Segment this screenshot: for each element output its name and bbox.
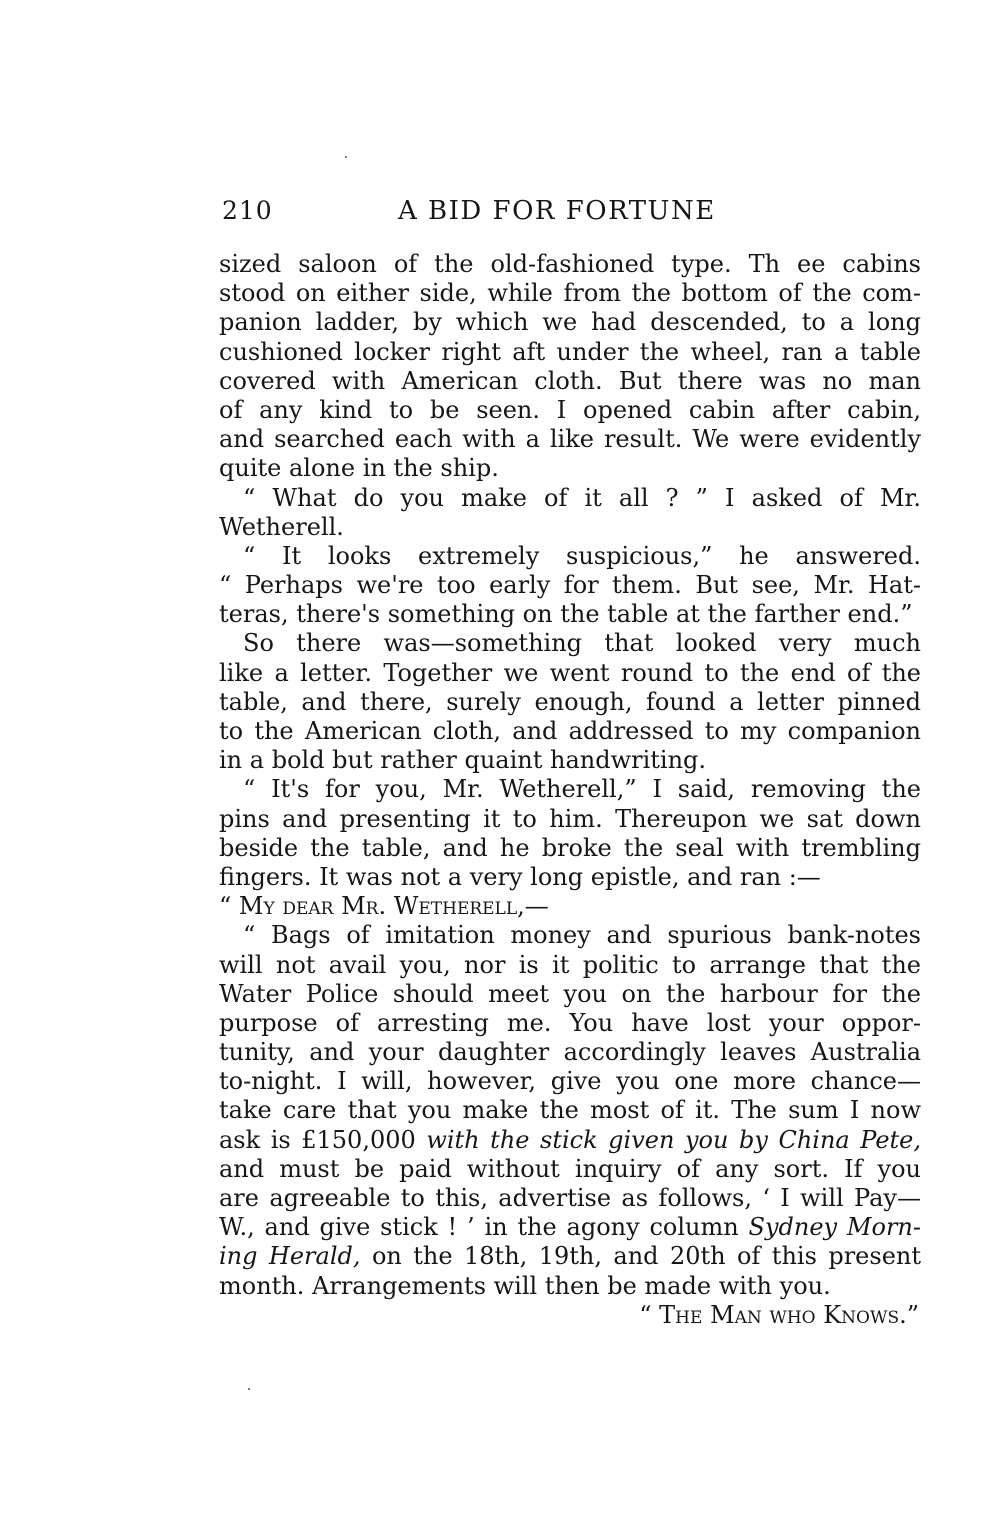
- text-line: stood on either side, while from the bottom of the com-: [219, 279, 921, 308]
- text-line: table, and there, surely enough, found a letter pinned: [219, 687, 921, 716]
- letter-line: and must be paid without inquiry of any sort. If you: [219, 1154, 921, 1183]
- text-line: and searched each with a like result. We were evidently: [219, 425, 921, 454]
- text-line: covered with American cloth. But there was no man: [219, 366, 921, 395]
- letter-line: purpose of arresting me. You have lost your oppor-: [219, 1008, 921, 1037]
- text-line: fingers. It was not a very long epistle, and ran :—: [219, 862, 821, 891]
- text-line: like a letter. Together we went round to the end of the: [219, 658, 921, 687]
- text-line: So there was—something that looked very much: [243, 629, 921, 658]
- page-number: 210: [222, 196, 273, 225]
- letter-line: take care that you make the most of it. The sum I now: [219, 1096, 921, 1125]
- letter-signature: “ The Man who Knows.”: [639, 1300, 919, 1329]
- text-line: beside the table, and he broke the seal with trembling: [219, 833, 921, 862]
- text-line: “ Perhaps we're too early for them. But see, Mr. Hat-: [219, 571, 921, 600]
- text-line: to the American cloth, and addressed to my companion: [219, 717, 921, 745]
- letter-text: W., and give stick ! ’ in the agony column: [219, 1213, 749, 1242]
- letter-line: month. Arrangements will then be made with you.: [219, 1271, 831, 1300]
- text-line: “ It looks extremely suspicious,” he answered.: [243, 541, 921, 570]
- letter-line: to-night. I will, however, give you one more chance—: [219, 1067, 921, 1096]
- letter-line: [219, 1242, 921, 1271]
- letter-italic-text: ing Herald,: [219, 1242, 361, 1271]
- letter-salutation: “ My dear Mr. Wetherell,—: [219, 892, 549, 921]
- letter-italic-text: with the stick given you by China Pete,: [426, 1125, 922, 1154]
- letter-line: will not avail you, nor is it politic to arrange that the: [219, 950, 921, 979]
- letter-line: “ Bags of imitation money and spurious bank-notes: [243, 921, 921, 950]
- letter-line: [219, 1126, 921, 1155]
- text-line: quite alone in the ship.: [219, 454, 499, 483]
- letter-text: ask is £150,000: [219, 1125, 427, 1154]
- page-header: [222, 196, 920, 232]
- scan-speck: [248, 1388, 250, 1390]
- letter-line: Water Police should meet you on the harbour for the: [219, 979, 921, 1008]
- text-line: panion ladder, by which we had descended, to a long: [219, 308, 921, 337]
- text-line: in a bold but rather quaint handwriting.: [219, 746, 707, 775]
- letter-text: on the 18th, 19th, and 20th of this present: [360, 1242, 921, 1271]
- running-title: A BID FOR FORTUNE: [398, 196, 716, 226]
- letter-italic-text: Sydney Morn-: [748, 1213, 921, 1242]
- letter-line: [219, 1213, 921, 1242]
- text-line: “ What do you make of it all ? ” I asked of Mr.: [243, 483, 921, 512]
- text-line: sized saloon of the old-fashioned type. Th ee cabins: [219, 250, 921, 278]
- text-line: Wetherell.: [219, 512, 344, 541]
- letter-line: tunity, and your daughter accordingly leaves Australia: [219, 1038, 921, 1067]
- text-line: pins and presenting it to him. Thereupon we sat down: [219, 804, 921, 833]
- text-line: of any kind to be seen. I opened cabin after cabin,: [219, 395, 921, 424]
- body-text: [219, 250, 921, 1330]
- text-line: “ It's for you, Mr. Wetherell,” I said, removing the: [243, 775, 921, 804]
- scan-speck: [345, 156, 347, 158]
- text-line: cushioned locker right aft under the wheel, ran a table: [219, 337, 921, 366]
- text-line: teras, there's something on the table at the farther end.”: [219, 600, 913, 629]
- letter-line: are agreeable to this, advertise as follows, ‘ I will Pay—: [219, 1184, 921, 1212]
